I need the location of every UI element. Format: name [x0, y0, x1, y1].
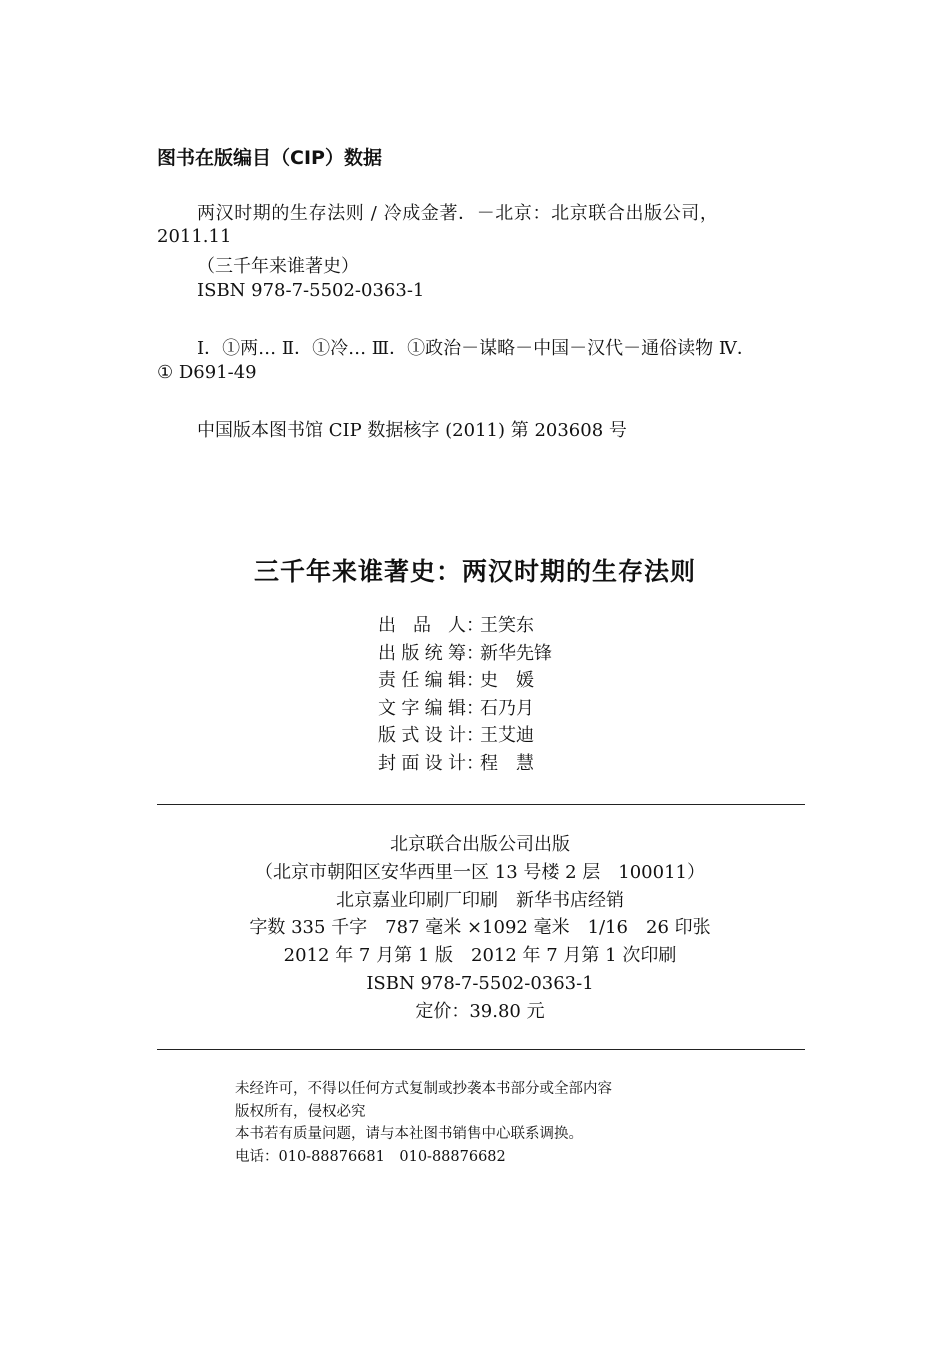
credit-row	[378, 612, 552, 640]
credit-value: 新华先锋	[480, 642, 552, 664]
credit-colon: ：	[466, 697, 484, 719]
credit-colon: ：	[466, 670, 484, 692]
credit-colon: ：	[466, 725, 484, 747]
printing-line: 北京嘉业印刷厂印刷 新华书店经销	[336, 889, 624, 911]
notice-line: 未经许可，不得以任何方式复制或抄袭本书部分或全部内容	[235, 1081, 612, 1097]
cip-classification-code: ① D691-49	[157, 362, 257, 383]
cip-series-line: （三千年来谁著史）	[197, 256, 359, 277]
address-line: （北京市朝阳区安华西里一区 13 号楼 2 层 100011）	[255, 861, 705, 883]
cip-title-line: 两汉时期的生存法则 / 冷成金著．－北京：北京联合出版公司，	[197, 203, 719, 224]
phone-line: 电话：010-88876681 010-88876682	[235, 1148, 506, 1165]
credit-row	[378, 640, 552, 668]
specs-line: 字数 335 千字 787 毫米 ×1092 毫米 1/16 26 印张	[249, 917, 711, 939]
cip-heading: 图书在版编目（CIP）数据	[157, 147, 382, 169]
credit-label: 出版统筹	[378, 642, 466, 664]
credit-label: 文字编辑	[378, 697, 466, 719]
credit-value: 王艾迪	[480, 725, 534, 747]
credit-row	[378, 750, 552, 778]
publication-info	[0, 831, 950, 1026]
credit-label: 责任编辑	[378, 670, 466, 692]
credit-value: 史 媛	[480, 670, 534, 692]
credit-label: 封面设计	[378, 752, 466, 774]
credit-value: 程 慧	[480, 752, 534, 774]
credit-row	[378, 667, 552, 695]
credit-value: 王笑东	[480, 615, 534, 636]
credit-row	[378, 695, 552, 723]
cip-isbn-line: ISBN 978-7-5502-0363-1	[197, 280, 425, 301]
top-divider	[157, 804, 805, 805]
notice-line: 版权所有，侵权必究	[235, 1103, 366, 1120]
credit-colon: ：	[466, 752, 484, 774]
credit-label: 出品人	[378, 615, 466, 636]
cip-classification-line: Ⅰ．①两… Ⅱ．①冷… Ⅲ．①政治－谋略－中国－汉代－通俗读物 Ⅳ．	[197, 338, 755, 359]
publisher-line: 北京联合出版公司出版	[390, 834, 570, 855]
cip-date-line: 2011.11	[157, 226, 232, 247]
credit-label: 版式设计	[378, 725, 466, 747]
credit-row	[378, 722, 552, 750]
cip-record-number: 中国版本图书馆 CIP 数据核字 (2011) 第 203608 号	[197, 420, 627, 441]
credit-colon: ：	[466, 642, 484, 664]
edition-line: 2012 年 7 月第 1 版 2012 年 7 月第 1 次印刷	[283, 945, 677, 967]
bottom-divider	[157, 1049, 805, 1050]
credit-value: 石乃月	[480, 697, 534, 719]
price-line: 定价：39.80 元	[415, 1000, 545, 1022]
notice-line: 本书若有质量问题，请与本社图书销售中心联系调换。	[235, 1126, 583, 1142]
copyright-notice	[235, 1078, 612, 1168]
book-title: 三千年来谁著史：两汉时期的生存法则	[253, 557, 696, 586]
credit-colon: ：	[466, 615, 484, 636]
isbn-line: ISBN 978-7-5502-0363-1	[366, 972, 594, 994]
credits-list	[378, 612, 552, 778]
